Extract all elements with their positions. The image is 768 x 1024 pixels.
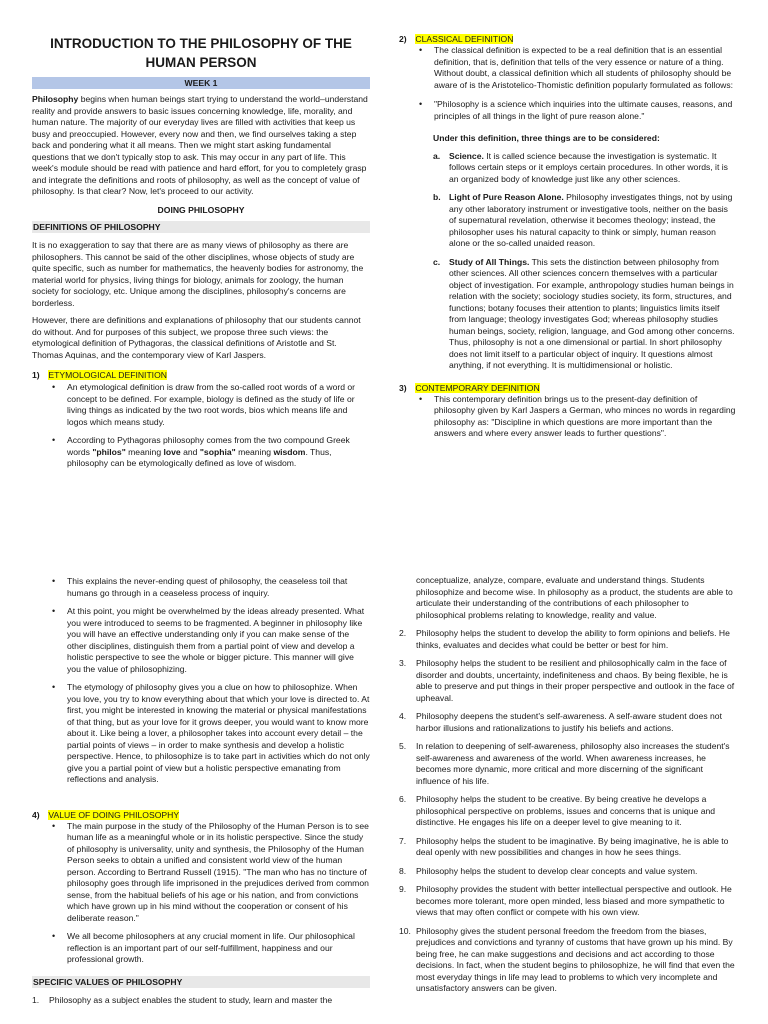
page-one-left-column	[32, 34, 370, 470]
item-text: It is called science because the investigation is systematic. It follows certain steps or it employs certain procedures. In other words, it is an organized body of knowledge just like any other sciences.	[449, 150, 728, 184]
doing-philosophy-heading: DOING PHILOSOPHY	[157, 204, 245, 215]
item-number: 5.	[399, 741, 407, 751]
section-number: 4)	[32, 809, 40, 820]
item-text: Philosophy helps the student to be resilient and philosophically calm in the face of disorder and doubts, uncertainty, indefiniteness and chaos. By being flexible, he is able to preserve and put things in their proper perspective and outlook in the face of upheaval.	[416, 658, 735, 703]
contemporary-heading	[399, 382, 737, 394]
page-two-right-column	[399, 575, 736, 995]
specific-value-item-1-continued: conceptualize, analyze, compare, evaluate and understand things. Students philosophize and become wise. In philosophy as a product, the students are able to articulate their understanding of the contributions of each philosopher to philosophical problems relating to knowledge, reality and value.	[416, 575, 733, 620]
definitions-heading: DEFINITIONS OF PHILOSOPHY	[32, 221, 370, 233]
wisdom-term: wisdom	[273, 446, 306, 457]
section-title: VALUE OF DOING PHILOSOPHY	[48, 809, 180, 820]
item-letter: c.	[433, 256, 441, 267]
section-title: ETYMOLOGICAL DEFINITION	[48, 370, 167, 380]
item-number: 10.	[399, 925, 411, 936]
love-term: love	[163, 446, 181, 457]
specific-value-item-8	[399, 866, 736, 878]
specific-value-item-6	[399, 794, 736, 829]
item-number: 3.	[399, 658, 407, 668]
specific-value-item-9	[399, 884, 736, 919]
value-heading	[32, 809, 370, 821]
item-term: Light of Pure Reason Alone.	[449, 192, 564, 202]
specific-value-item-7	[399, 836, 736, 859]
week-label: WEEK 1	[32, 77, 370, 89]
three-things-heading: Under this definition, three things are to be considered:	[433, 133, 660, 143]
etymological-heading	[32, 369, 370, 381]
page-one-right-column	[399, 33, 737, 440]
item-number: 7.	[399, 835, 407, 846]
item-text: Philosophy gives the student personal freedom the freedom from the biases, prejudices and convictions and tyranny of customs that have grown up his mind. By being free, he can make suggestions and decisions and act according to those decisions. In fact, when the student begins to philosophize, he will find that even the most everyday things in life may lead to problems to which very incomplete and unsatisfactory answers can be given.	[416, 925, 735, 993]
item-number: 4.	[399, 711, 407, 721]
classical-heading	[399, 33, 737, 45]
item-text: In relation to deepening of self-awareness, philosophy also increases the student's self-awareness and awareness of the world. When awareness increases, he becomes more dynamic, more critical and more discerning of the significant influence of his life.	[416, 741, 730, 786]
section-number: 1)	[32, 370, 40, 380]
specific-value-item-5	[399, 741, 736, 787]
item-term: Science.	[449, 150, 484, 161]
sophia-term: "sophia"	[199, 446, 236, 457]
value-bullet-2: • We all become philosophers at any crucial moment in life. Our philosophical reflection is an important part of our self-fulfillment, happiness and our professional growth.	[49, 931, 370, 966]
section-title: CLASSICAL DEFINITION	[415, 34, 514, 44]
pure-reason-item	[433, 192, 737, 250]
item-text: Philosophy helps the student to develop clear concepts and value system.	[416, 865, 698, 876]
philos-term: "philos"	[92, 446, 126, 457]
science-item	[433, 151, 737, 186]
etymological-bullet-1: • An etymological definition is draw from the so-called root words of a word or concept to be defined. For example, biology is defined as the study of life or living things as indicated by the two root words, bios which means life and logos which means study.	[49, 382, 370, 428]
value-bullet-1: • The main purpose in the study of the Philosophy of the Human Person is to see human life as a meaningful whole or in its holistic perspective. Since the study of philosophy is universality, unity and synthesis, the Philosophy of the Human Person seeks to obtain a unified and consistent world view of the human person. According to Bertrand Russell (1915). "The man who has no tincture of philosophy goes through life imprisoned in the prejudices derived from common sense, from the habitual beliefs of his age or his nation, and from convictions which have grown up in his mind without the cooperation or consent of his deliberate reason."	[49, 821, 370, 925]
text-span: and	[180, 446, 200, 457]
text-span: . Thus, philosophy can be etymologically defined as love of wisdom.	[67, 446, 332, 468]
definitions-paragraph-2: However, there are definitions and explanations of philosophy that our students cannot do without. And for purposes of this subject, we propose three such views: the etymological definition of Pythagoras, the classical definitions of Aristotle and St. Thomas Aquinas, and the contemporary view of Karl Jaspers.	[32, 315, 361, 360]
item-letter: a.	[433, 150, 441, 161]
intro-text: begins when human beings start trying to understand the world–understand reality and provide answers to basic issues concerning knowledge, life, morality, and human nature. The majority of our everyday lives are filled with activities that keep us busy and preoccupied. However, every now and then, we find ourselves taking a step back and pondering what it all means. Then we might start asking fundamental questions that we don't typically stop to ask. This may occur in any part of life. This week's module should be read with patience and hard effort, for you to completely grasp and integrate the definitions and roots of philosophy, as well as the concept of value of philosophy. Is that clear? Now, let's proceed to our activity.	[32, 94, 368, 196]
item-text: Philosophy as a subject enables the student to study, learn and master the	[49, 994, 333, 1005]
item-number: 1.	[32, 994, 40, 1005]
quest-bullet: • This explains the never-ending quest of philosophy, the ceaseless toil that humans go through in a ceaseless process of inquiry.	[49, 576, 370, 599]
section-number: 2)	[399, 34, 407, 44]
text-span: meaning	[125, 446, 164, 457]
item-number: 9.	[399, 884, 407, 894]
text-span: According to Pythagoras philosophy comes from the two compound Greek words	[67, 435, 350, 457]
item-text: Philosophy helps the student to be imaginative. By being imaginative, he is able to deal openly with new possibilities and changes in how he sees things.	[416, 835, 729, 857]
specific-value-item-3	[399, 658, 736, 704]
item-text: Philosophy investigates things, not by using any other laboratory instrument or investigative tools, neither on the basis of supernatural revelation, otherwise it becomes theology; instead, the philosopher uses his natural capacity to think or simply, human reason alone or the so-called unaided reason.	[449, 192, 733, 248]
section-number: 3)	[399, 382, 407, 393]
text-span: meaning	[235, 446, 274, 457]
etymology-clue-bullet: • The etymology of philosophy gives you a clue on how to philosophize. When you love, you try to know everything about that which your love is directed to. At first, you might be interested in knowing the material or physical manifestations of that thing, but as your love for it grows deeper, you would want to know more about it. Like being a lover, a philosopher takes into account every detail – the partial points of views – in order to make synthesis and develop a holistic perspective. Hence, to philosophize is to take part in activities which do not only give you a partial point of view but a holistic perspective emanating from reflections and analysis.	[49, 682, 370, 786]
item-text: This sets the distinction between philosophy from other sciences. All other sciences concern themselves with a particular object of investigation. For example, anthropology studies human beings in relation with the society; sociology studies society, its form, structures, and functions; botany focuses their attention to plants; linguistics limits itself from language; theology investigates God; whereas philosophy studies human beings, society, religion, language, and God among other concerns. Thus, philosophy is not a one dimensional or partial. In short philosophy does not limit itself to a particular object of inquiry. It questions almost anything, if not everything. It is multidimensional or holistic.	[449, 256, 735, 370]
item-text: Philosophy helps the student to be creative. By being creative he develops a philosophical perspective on problems, issues and concerns that is unique and distinctive. He engages his life on a deeper level to give meaning to it.	[416, 794, 716, 827]
specific-value-item-10	[399, 926, 736, 995]
page-two	[0, 565, 768, 1024]
item-number: 2.	[399, 628, 407, 638]
item-text: Philosophy helps the student to develop the ability to form opinions and beliefs. He thinks, evaluates and decides what could be better or best for him.	[416, 628, 730, 650]
intro-paragraph	[32, 94, 370, 198]
document-title: INTRODUCTION TO THE PHILOSOPHY OF THE HUMAN PERSON	[50, 36, 352, 70]
item-text: Philosophy deepens the student's self-awareness. A self-aware student does not harbor illusions and rationalizations to justify his beliefs and actions.	[416, 711, 722, 733]
item-letter: b.	[433, 192, 441, 202]
intro-term: Philosophy	[32, 94, 79, 104]
page-two-left-column	[32, 576, 370, 1006]
specific-values-heading: SPECIFIC VALUES OF PHILOSOPHY	[32, 976, 370, 988]
item-term: Study of All Things.	[449, 256, 530, 267]
specific-value-item-1	[32, 995, 370, 1007]
section-title: CONTEMPORARY DEFINITION	[415, 382, 540, 393]
overwhelmed-bullet: • At this point, you might be overwhelmed by the ideas already presented. What you were introduced to seems to be fragmented. A beginner in philosophy like you will have an effective understanding only if you can make sense of the other disciplines, distinguish them from a partial point of view and develop a holistic perspective to see the whole or bigger picture. This manner will give you the value of philosophizing.	[49, 606, 370, 675]
classical-bullet-1: • The classical definition is expected to be a real definition that is an essential definition, that is, definition that tells of the very essence or nature of a thing. Without doubt, a classical definition which all students of philosophy should be aware of is the Aristotelico-Thomistic definition popularly formulated as follows:	[416, 45, 737, 91]
etymological-bullet-2	[49, 435, 370, 470]
item-number: 6.	[399, 794, 407, 804]
specific-value-item-2	[399, 628, 736, 651]
contemporary-bullet-1: • This contemporary definition brings us to the present-day definition of philosophy given by Karl Jaspers a German, who minces no words in regarding philosophy as: "Discipline in which questions are more important than the answers and where every answer leads to further questions".	[416, 394, 737, 440]
specific-value-item-4	[399, 711, 736, 734]
all-things-item	[433, 257, 737, 372]
classical-bullet-2: • "Philosophy is a science which inquiries into the ultimate causes, reasons, and principles of all things in the light of pure reason alone."	[416, 99, 737, 122]
definitions-paragraph-1: It is no exaggeration to say that there are as many views of philosophy as there are philosophers. This cannot be said of the other disciplines, whose objects of study are quite specific, such as number for mathematics, the heavenly bodies for astronomy, the material world for physics, living things for biology, animals for zoology, the human society for sociology, etc. Unique among the disciplines, philosophy's concerns are borderless.	[32, 240, 364, 308]
item-number: 8.	[399, 865, 407, 876]
item-text: Philosophy provides the student with better intellectual perspective and outlook. He becomes more tolerant, more open minded, less biased and more sympathetic to views that may often conflict or compete with his own view.	[416, 884, 732, 917]
